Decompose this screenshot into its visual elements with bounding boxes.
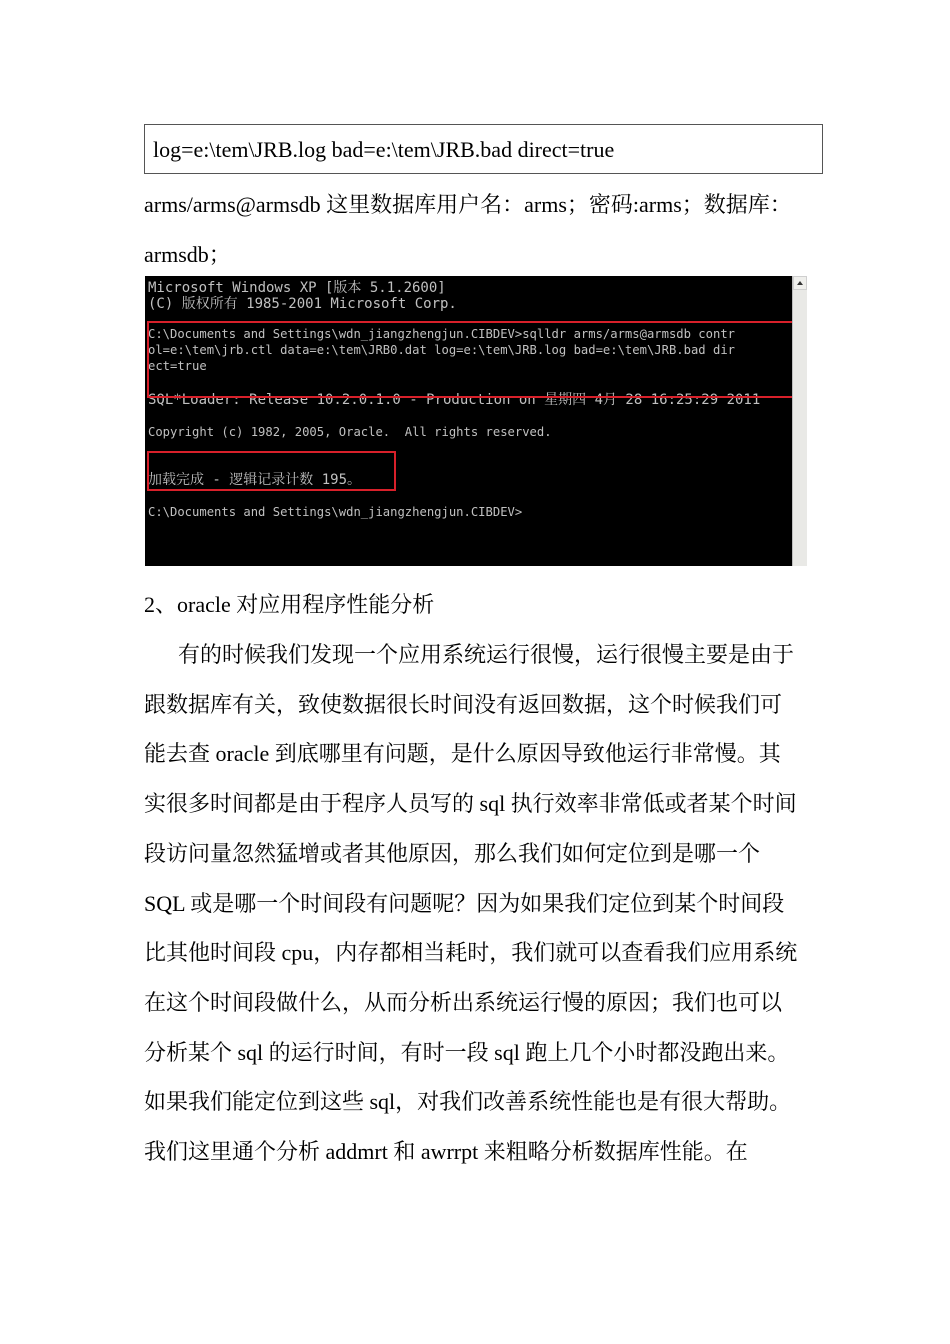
console-scrollbar[interactable] bbox=[792, 276, 807, 566]
paragraph-line: 比其他时间段 cpu，内存都相当耗时，我们就可以查看我们应用系统 bbox=[144, 940, 798, 965]
console-line: Copyright (c) 1982, 2005, Oracle. All rights reserved. bbox=[148, 425, 552, 439]
paragraph-line: 分析某个 sql 的运行时间，有时一段 sql 跑上几个小时都没跑出来。 bbox=[144, 1040, 790, 1065]
command-text: log=e:\tem\JRB.log bad=e:\tem\JRB.bad direct=true bbox=[153, 137, 615, 162]
scroll-up-icon[interactable] bbox=[793, 276, 807, 290]
console-line: C:\Documents and Settings\wdn_jiangzhengjun.CIBDEV>sqlldr arms/arms@armsdb contr bbox=[148, 327, 735, 341]
console-line: Microsoft Windows XP [版本 5.1.2600] bbox=[148, 280, 446, 296]
paragraph-line: SQL 或是哪一个时间段有问题呢？因为如果我们定位到某个时间段 bbox=[144, 891, 785, 916]
console-screenshot bbox=[145, 276, 807, 566]
section-title: 2、oracle 对应用程序性能分析 bbox=[144, 592, 435, 617]
description-line-1: arms/arms@armsdb 这里数据库用户名：arms；密码:arms；数据库： bbox=[144, 192, 792, 217]
paragraph-line: 能去查 oracle 到底哪里有问题，是什么原因导致他运行非常慢。其 bbox=[144, 741, 781, 766]
result-highlight-box bbox=[147, 451, 396, 491]
paragraph-line: 有的时候我们发现一个应用系统运行很慢，运行很慢主要是由于 bbox=[178, 642, 795, 667]
paragraph-line: 实很多时间都是由于程序人员写的 sql 执行效率非常低或者某个时间 bbox=[144, 791, 797, 816]
console-line: ol=e:\tem\jrb.ctl data=e:\tem\JRB0.dat log=e:\tem\JRB.log bad=e:\tem\JRB.bad dir bbox=[148, 343, 735, 357]
command-box bbox=[144, 124, 823, 174]
console-line: (C) 版权所有 1985-2001 Microsoft Corp. bbox=[148, 296, 457, 312]
console-line: ect=true bbox=[148, 359, 207, 373]
console-line: SQL*Loader: Release 10.2.0.1.0 - Production on 星期四 4月 28 16:25:29 2011 bbox=[148, 392, 761, 408]
paragraph-line: 如果我们能定位到这些 sql，对我们改善系统性能也是有很大帮助。 bbox=[144, 1089, 792, 1114]
paragraph-line: 我们这里通个分析 addmrt 和 awrrpt 来粗略分析数据库性能。在 bbox=[144, 1139, 748, 1164]
console-line: 加载完成 - 逻辑记录计数 195。 bbox=[148, 472, 362, 488]
description-line-2: armsdb； bbox=[144, 242, 231, 267]
paragraph-line: 跟数据库有关，致使数据很长时间没有返回数据，这个时候我们可 bbox=[144, 692, 783, 717]
console-line: C:\Documents and Settings\wdn_jiangzhengjun.CIBDEV> bbox=[148, 505, 523, 519]
paragraph-line: 段访问量忽然猛增或者其他原因，那么我们如何定位到是哪一个 bbox=[144, 841, 761, 866]
paragraph-line: 在这个时间段做什么，从而分析出系统运行慢的原因；我们也可以 bbox=[144, 990, 783, 1015]
command-highlight-box bbox=[147, 321, 796, 398]
